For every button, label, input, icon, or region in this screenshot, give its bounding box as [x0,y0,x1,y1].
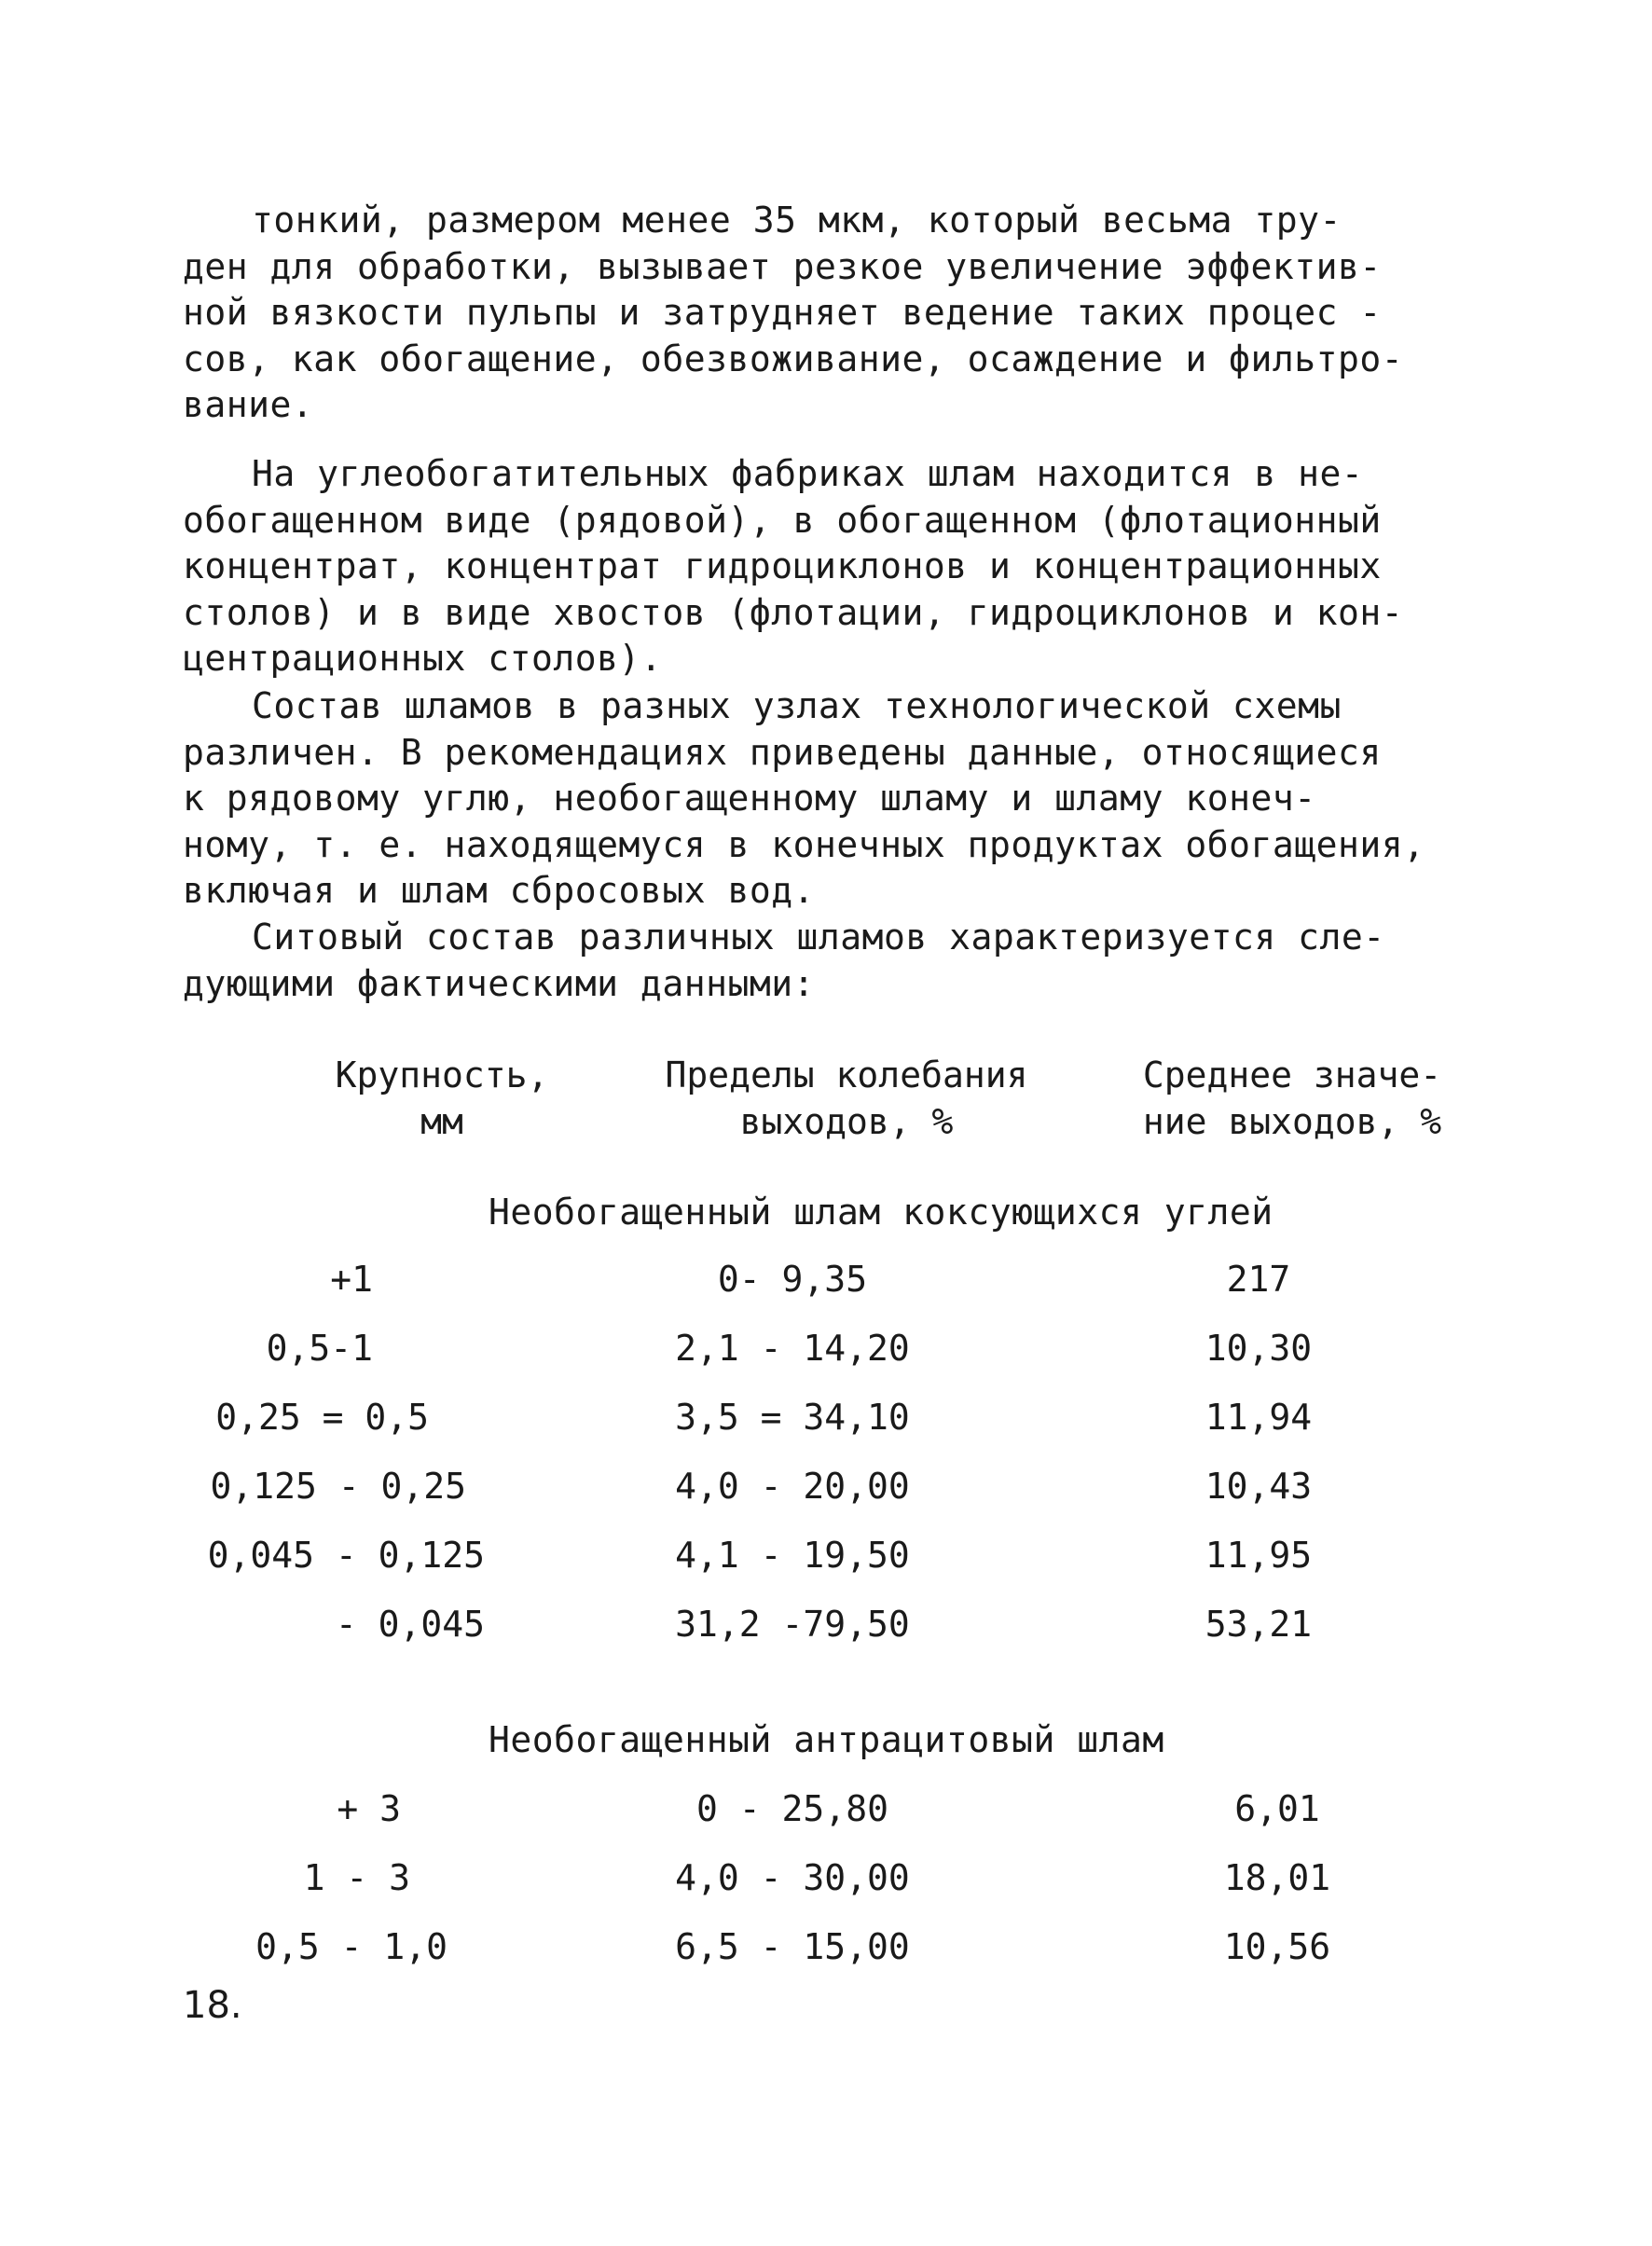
text-line: На углеобогатительных фабриках шлам находится в не- [252,453,1364,494]
header-range [641,1052,1052,1145]
text-line: центрационных столов). [183,638,663,679]
text-line: вание. [183,384,314,425]
header-size-line2: мм [420,1101,463,1142]
text-line: включая и шлам сбросовых вод. [183,870,815,911]
text-line: Состав шламов в разных узлах технологической схемы [252,685,1342,726]
cell-size: 0,25 = 0,5 [215,1397,429,1438]
text-line: концентрат, концентрат гидроциклонов и концентрационных [183,545,1382,586]
text-line: тонкий, размером менее 35 мкм, который весьма тру- [252,200,1342,241]
paragraph-3 [183,683,1488,915]
cell-size: + 3 [337,1788,401,1829]
cell-average: 11,95 [1205,1535,1313,1576]
paragraph-2 [183,451,1488,682]
cell-average: 18,01 [1223,1857,1331,1898]
header-range-line2: выходов, % [739,1101,954,1142]
text-line: ному, т. е. находящемуся в конечных продуктах обогащения, [183,823,1425,865]
cell-average: 53,21 [1205,1604,1313,1645]
cell-size: 0,045 - 0,125 [207,1535,485,1576]
cell-range: 2,1 - 14,20 [675,1328,910,1369]
header-average [1115,1052,1469,1145]
cell-average: 10,56 [1223,1926,1331,1967]
cell-range: 31,2 -79,50 [675,1604,910,1645]
paragraph-4 [183,915,1488,1007]
cell-average: 11,94 [1205,1397,1313,1438]
cell-size: +1 [330,1259,373,1300]
cell-size: 0,5-1 [266,1328,373,1369]
paragraph-1 [183,198,1488,429]
section-title-coking: Необогащенный шлам коксующихся углей [489,1192,1273,1233]
header-range-line1: Пределы колебания [665,1054,1028,1095]
cell-range: 6,5 - 15,00 [675,1926,910,1967]
cell-range: 4,1 - 19,50 [675,1535,910,1576]
header-size [330,1052,554,1145]
cell-size: - 0,045 [335,1604,485,1645]
cell-range: 3,5 = 34,10 [675,1397,910,1438]
header-average-line1: Среднее значе- [1142,1054,1442,1095]
text-line: Ситовый состав различных шламов характеризуется сле- [252,916,1385,958]
text-line: сов, как обогащение, обезвоживание, осаждение и фильтро- [183,338,1404,379]
text-line: столов) и в виде хвостов (флотации, гидроциклонов и кон- [183,591,1404,633]
cell-size: 1 - 3 [303,1857,410,1898]
cell-range: 4,0 - 20,00 [675,1466,910,1507]
text-line: различен. В рекомендациях приведены данные, относящиеся [183,731,1382,773]
cell-range: 0- 9,35 [717,1259,868,1300]
cell-average: 217 [1226,1259,1291,1300]
header-average-line2: ние выходов, % [1142,1101,1442,1142]
text-line: дующими фактическими данными: [183,962,815,1004]
cell-range: 4,0 - 30,00 [675,1857,910,1898]
cell-range: 0 - 25,80 [696,1788,888,1829]
text-line: к рядовому углю, необогащенному шламу и шламу конеч- [183,778,1316,819]
text-line: обогащенном виде (рядовой), в обогащенном (флотационный [183,499,1382,541]
cell-size: 0,125 - 0,25 [210,1466,466,1507]
cell-size: 0,5 - 1,0 [255,1926,447,1967]
cell-average: 6,01 [1234,1788,1320,1829]
cell-average: 10,43 [1205,1466,1313,1507]
text-line: ной вязкости пульпы и затрудняет ведение таких процес - [183,292,1382,333]
cell-average: 10,30 [1205,1328,1313,1369]
header-size-line1: Крупность, [335,1054,549,1095]
text-line: ден для обработки, вызывает резкое увеличение эффектив- [183,245,1382,287]
page-number: 18. [183,1984,242,2027]
section-title-anthracite: Необогащенный антрацитовый шлам [489,1719,1164,1760]
